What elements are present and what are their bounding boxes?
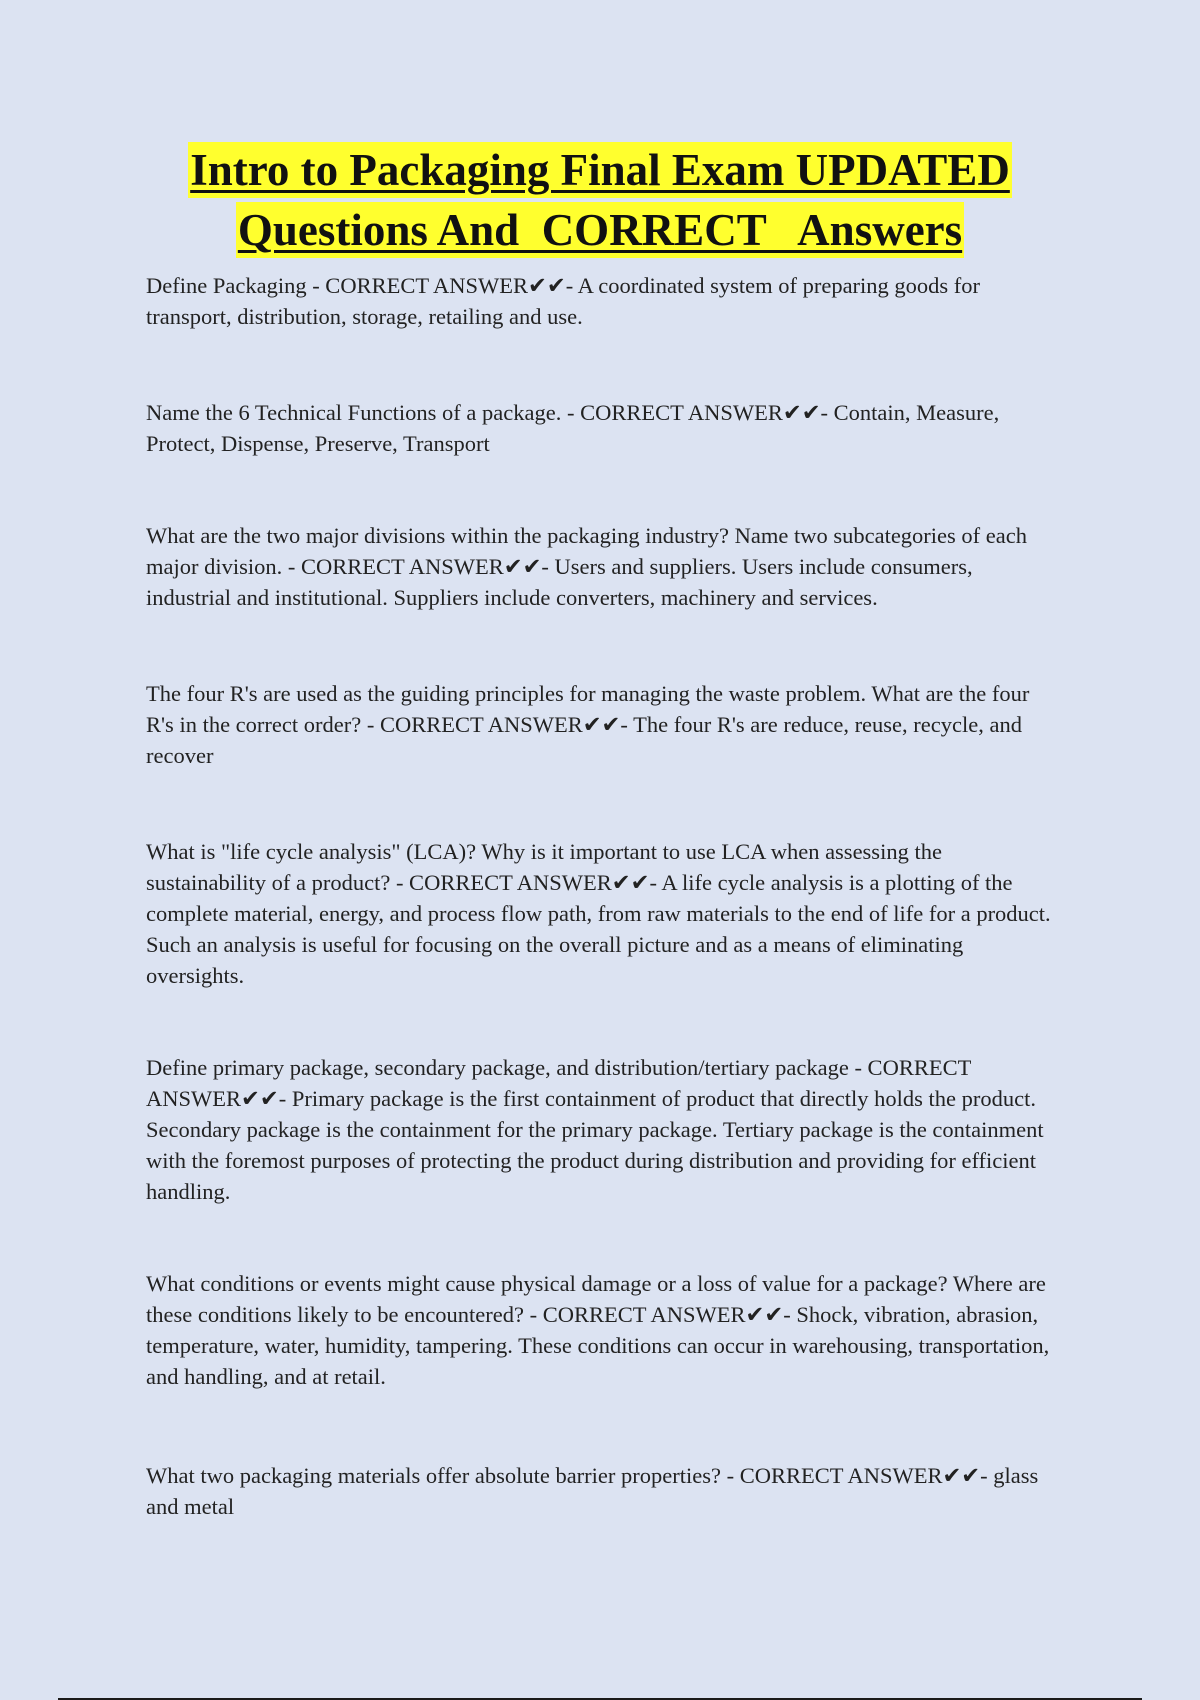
qa-item-package-levels: Define primary package, secondary package, and distribution/tertiary package - CORRECT ANSWER✔✔- Primary package is the first containment of product that directly holds the product. Secondary package is the containment for the primary package. Tertiary package is the containment with the foremost purposes of protecting the product during distribution and providing for efficient handling. (146, 1055, 1044, 1204)
qa-item-barrier-materials: What two packaging materials offer absolute barrier properties? - CORRECT ANSWER✔✔- glass and metal (146, 1463, 1039, 1519)
qa-item-industry-divisions: What are the two major divisions within the packaging industry? Name two subcategories of each major division. - CORRECT ANSWER✔✔- Users and suppliers. Users include consumers, industrial and institutional. Suppliers include converters, machinery and services. (146, 523, 1027, 610)
qa-item-four-rs: The four R's are used as the guiding principles for managing the waste problem. What are the four R's in the correct order? - CORRECT ANSWER✔✔- The four R's are reduce, reuse, recycle, and recover (146, 681, 1030, 768)
qa-item-physical-damage: What conditions or events might cause physical damage or a loss of value for a package? Where are these conditions likely to be encountered? - CORRECT ANSWER✔✔- Shock, vibration, abrasion, temperature, water, humidity, tampering. These conditions can occur in warehousing, transportation, and handling, and at retail. (146, 1271, 1050, 1389)
qa-item-define-packaging: Define Packaging - CORRECT ANSWER✔✔- A coordinated system of preparing goods for transport, distribution, storage, retailing and use. (146, 273, 981, 329)
title-line-1: Intro to Packaging Final Exam UPDATED (188, 142, 1012, 198)
document-title (0, 142, 1200, 262)
qa-item-life-cycle-analysis: What is "life cycle analysis" (LCA)? Why is it important to use LCA when assessing the sustainability of a product? - CORRECT ANSWER✔✔- A life cycle analysis is a plotting of the complete material, energy, and process flow path, from raw materials to the end of life for a product. Such an analysis is useful for focusing on the overall picture and as a means of eliminating oversights. (146, 839, 1051, 988)
title-line-2: Questions And CORRECT Answers (236, 202, 964, 258)
qa-item-technical-functions: Name the 6 Technical Functions of a package. - CORRECT ANSWER✔✔- Contain, Measure, Protect, Dispense, Preserve, Transport (146, 400, 1000, 456)
